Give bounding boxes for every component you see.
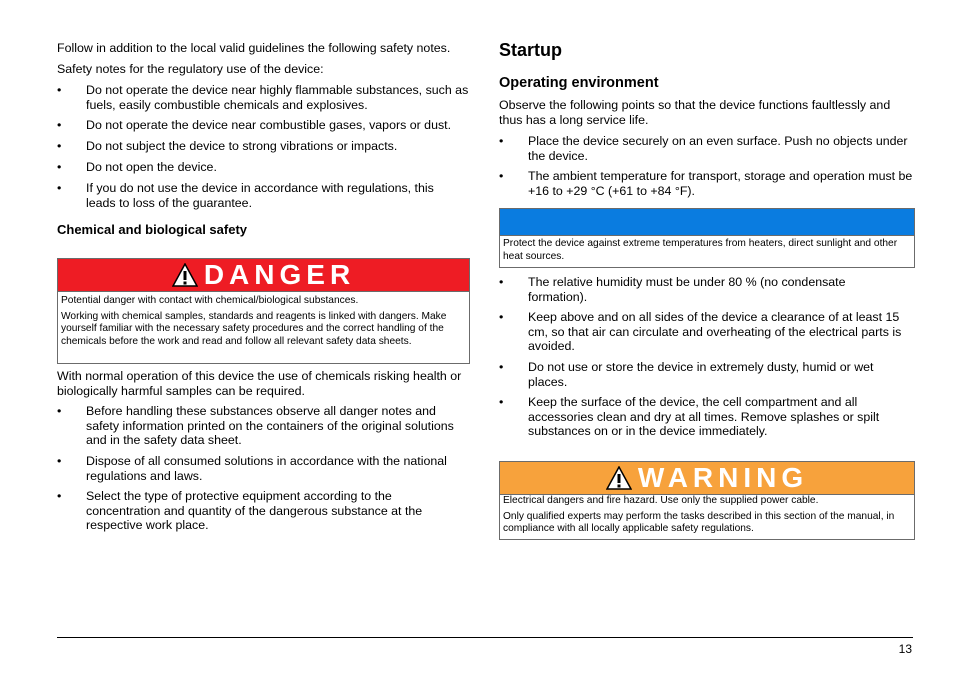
bullet-marker: • <box>499 134 504 148</box>
warning-title: WARNING <box>637 462 809 493</box>
bullet-marker: • <box>57 118 62 132</box>
bullet-marker: • <box>57 160 62 174</box>
page-number: 13 <box>898 642 912 656</box>
list-item: Before handling these substances observe all danger notes and safety information printed on the containers of the original solutions and in the safety data sheet. <box>86 404 454 448</box>
list-item: Do not operate the device near highly flammable substances, such as fuels, easily combustible chemicals and explosives. <box>86 83 469 112</box>
list-item: If you do not use the device in accordance with regulations, this leads to loss of the guarantee. <box>86 181 434 210</box>
intro-text-2: Safety notes for the regulatory use of the device: <box>57 62 324 76</box>
warning-line-2: Only qualified experts may perform the tasks described in this section of the manual, in compliance with all locally applicable safety regulations. <box>503 510 895 534</box>
bullet-marker: • <box>57 454 62 468</box>
footer-rule <box>57 637 913 638</box>
warning-triangle-icon <box>172 263 198 287</box>
paragraph: Observe the following points so that the device functions faultlessly and thus has a long service life. <box>499 98 891 127</box>
bullet-marker: • <box>57 181 62 195</box>
notice-text: Protect the device against extreme temperatures from heaters, direct sunlight and other heat sources. <box>503 238 898 262</box>
list-item: Select the type of protective equipment according to the concentration and quantity of the dangerous substance at the respective work place. <box>86 489 423 533</box>
warning-box <box>499 461 915 540</box>
list-item: The relative humidity must be under 80 % (no condensate formation). <box>528 275 846 304</box>
bullet-marker: • <box>57 139 62 153</box>
warning-line-1: Electrical dangers and fire hazard. Use only the supplied power cable. <box>503 495 819 506</box>
list-item: Do not subject the device to strong vibrations or impacts. <box>86 139 398 153</box>
list-item: The ambient temperature for transport, storage and operation must be +16 to +29 °C (+61 to +84 °F). <box>528 169 913 198</box>
warning-triangle-icon <box>606 466 632 490</box>
intro-text: Follow in addition to the local valid guidelines the following safety notes. <box>57 41 451 55</box>
danger-line-2: Working with chemical samples, standards and reagents is linked with dangers. Make yourself familiar with the necessary safety procedures and the correct handling of the chemicals before the work and read and follow all relevant safety data sheets. <box>61 310 447 347</box>
section-heading: Operating environment <box>499 75 659 91</box>
bullet-marker: • <box>57 83 62 97</box>
list-item: Keep above and on all sides of the device a clearance of at least 15 cm, so that air can circulate and overheating of the electrical parts is avoided. <box>528 310 902 354</box>
bullet-marker: • <box>57 489 62 503</box>
notice-header <box>500 209 914 236</box>
danger-header <box>58 259 469 292</box>
page-title: Startup <box>499 40 562 60</box>
bullet-marker: • <box>499 360 504 374</box>
list-item: Place the device securely on an even surface. Push no objects under the device. <box>528 134 908 163</box>
bullet-marker: • <box>499 169 504 183</box>
bullet-marker: • <box>499 395 504 409</box>
notice-box <box>499 208 915 268</box>
warning-header <box>500 462 914 495</box>
bullet-marker: • <box>57 404 62 418</box>
list-item: Do not use or store the device in extremely dusty, humid or wet places. <box>528 360 874 389</box>
danger-title: DANGER <box>203 259 356 290</box>
bullet-marker: • <box>499 310 504 324</box>
list-item: Do not operate the device near combustible gases, vapors or dust. <box>86 118 452 132</box>
bullet-marker: • <box>499 275 504 289</box>
paragraph: With normal operation of this device the use of chemicals risking health or biologically harmful samples can be required. <box>57 369 462 398</box>
list-item: Do not open the device. <box>86 160 217 174</box>
danger-line-1: Potential danger with contact with chemical/biological substances. <box>61 295 359 306</box>
list-item: Keep the surface of the device, the cell compartment and all accessories clean and dry at all times. Remove splashes or spilt substances on or in the device immediately. <box>528 395 880 439</box>
danger-box <box>57 258 470 364</box>
section-heading: Chemical and biological safety <box>57 222 247 237</box>
list-item: Dispose of all consumed solutions in accordance with the national regulations and laws. <box>86 454 447 483</box>
